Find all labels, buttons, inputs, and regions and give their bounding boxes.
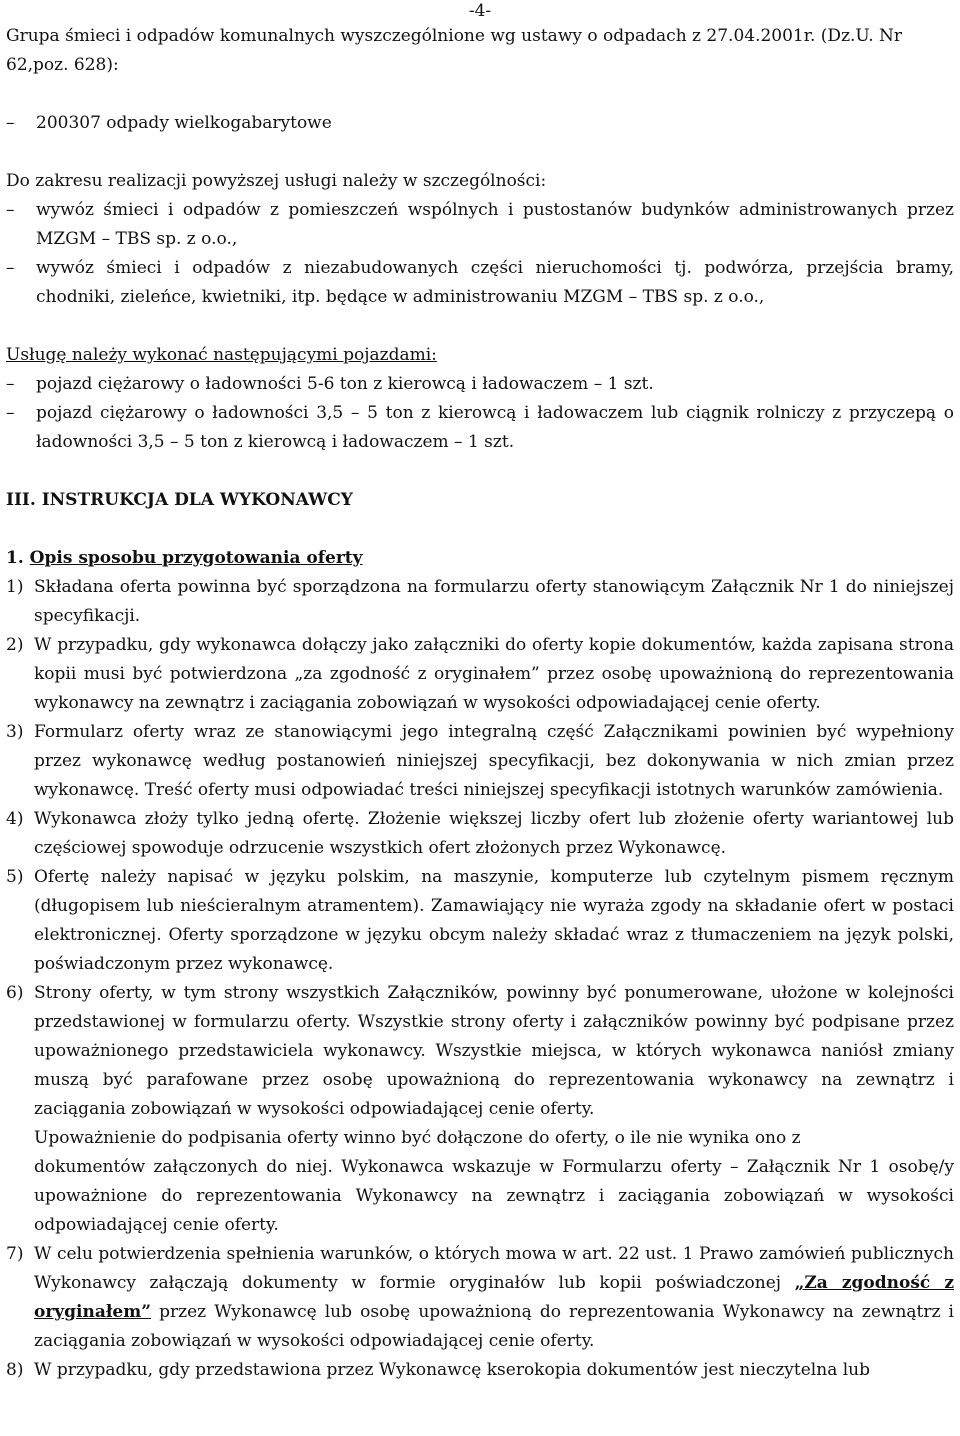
scope-item: – wywóz śmieci i odpadów z pomieszczeń wspólnych i pustostanów budynków administrowanych przez MZGM – TBS sp. z o.o.,	[6, 196, 954, 254]
point-number: 6)	[6, 983, 24, 1003]
point-number: 2)	[6, 635, 24, 655]
numbered-point	[6, 718, 954, 805]
subsection-number: 1.	[6, 548, 24, 568]
scope-item: – wywóz śmieci i odpadów z niezabudowanych części nieruchomości tj. podwórza, przejścia bramy, chodniki, zieleńce, kwietniki, itp. będące w administrowaniu MZGM – TBS sp. z o.o.,	[6, 254, 954, 312]
authorization-line: Upoważnienie do podpisania oferty winno być dołączone do oferty, o ile nie wynika ono z	[34, 1128, 801, 1148]
point-number: 7)	[6, 1244, 24, 1264]
numbered-point	[6, 1356, 954, 1385]
vehicle-item: – pojazd ciężarowy o ładowności 3,5 – 5 ton z kierowcą i ładowaczem lub ciągnik rolniczy z przyczepą o ładowności 3,5 – 5 ton z kierowcą i ładowaczem – 1 szt.	[6, 399, 954, 457]
numbered-point	[6, 863, 954, 979]
point-text-after: przez Wykonawcę lub osobę upoważnioną do reprezentowania Wykonawcy na zewnątrz i zaciągania zobowiązań w wysokości odpowiadającej cenie oferty.	[34, 1302, 954, 1351]
point-number: 8)	[6, 1360, 24, 1380]
numbered-point	[6, 1240, 954, 1356]
point-text: Składana oferta powinna być sporządzona na formularzu oferty stanowiącym Załącznik Nr 1 do niniejszej specyfikacji.	[34, 577, 954, 626]
vehicle-item: – pojazd ciężarowy o ładowności 5-6 ton z kierowcą i ładowaczem – 1 szt.	[6, 370, 954, 399]
page-number: -4-	[468, 1, 492, 21]
numbered-point	[6, 805, 954, 863]
point-number: 5)	[6, 867, 24, 887]
point-text: Ofertę należy napisać w języku polskim, na maszynie, komputerze lub czytelnym pismem ręcznym (długopisem lub nieścieralnym atramentem). Zamawiający nie wyraża zgody na składanie ofert w postaci elektronicznej. Oferty sporządzone w języku obcym należy składać wraz z tłumaczeniem na język polski, poświadczonym przez wykonawcę.	[34, 867, 954, 974]
waste-group-heading: Grupa śmieci i odpadów komunalnych wyszczególnione wg ustawy o odpadach z 27.04.2001r. (Dz.U. Nr 62,poz. 628):	[6, 26, 903, 75]
subsection-title-text: Opis sposobu przygotowania oferty	[29, 548, 363, 568]
point-number: 1)	[6, 577, 24, 597]
point-number: 4)	[6, 809, 24, 829]
authorization-continuation: dokumentów załączonych do niej. Wykonawca wskazuje w Formularzu oferty – Załącznik Nr 1 osobę/y upoważnione do reprezentowania Wykonawcy na zewnątrz i zaciągania zobowiązań w wysokości odpowiadającej cenie oferty.	[34, 1157, 954, 1235]
point-text: Wykonawca złoży tylko jedną ofertę. Złożenie większej liczby ofert lub złożenie oferty wariantowej lub częściowej spowoduje odrzucenie wszystkich ofert złożonych przez Wykonawcę.	[34, 809, 954, 858]
section-title: III. INSTRUKCJA DLA WYKONAWCY	[6, 490, 353, 510]
certified-copy-phrase: „Za zgodność z oryginałem”	[34, 1273, 954, 1322]
vehicles-heading: Usługę należy wykonać następującymi pojazdami:	[6, 345, 437, 365]
waste-code-item: – 200307 odpady wielkogabarytowe	[6, 109, 954, 138]
numbered-point	[6, 979, 954, 1124]
point-text	[34, 1244, 954, 1351]
point-text: Formularz oferty wraz ze stanowiącymi jego integralną część Załącznikami powinien być wypełniony przez wykonawcę według postanowień niniejszej specyfikacji, bez dokonywania w nich zmian przez wykonawcę. Treść oferty musi odpowiadać treści niniejszej specyfikacji istotnych warunków zamówienia.	[34, 722, 954, 800]
point-text: W przypadku, gdy przedstawiona przez Wykonawcę kserokopia dokumentów jest nieczytelna lub	[34, 1360, 870, 1380]
subsection-title	[6, 544, 954, 573]
point-text: W przypadku, gdy wykonawca dołączy jako załączniki do oferty kopie dokumentów, każda zapisana strona kopii musi być potwierdzona „za zgodność z oryginałem” przez osobę upoważnioną do reprezentowania wykonawcy na zewnątrz i zaciągania zobowiązań w wysokości odpowiadającej cenie oferty.	[34, 635, 954, 713]
numbered-point	[6, 631, 954, 718]
point-text: Strony oferty, w tym strony wszystkich Załączników, powinny być ponumerowane, ułożone w kolejności przedstawionej w formularzu oferty. Wszystkie strony oferty i załączników powinny być podpisane przez upoważnionego przedstawiciela wykonawcy. Wszystkie miejsca, w których wykonawca naniósł zmiany muszą być parafowane przez osobę upoważnioną do reprezentowania wykonawcy na zewnątrz i zaciągania zobowiązań w wysokości odpowiadającej cenie oferty.	[34, 983, 954, 1119]
point-number: 3)	[6, 722, 24, 742]
numbered-point	[6, 573, 954, 631]
point-text-before: W celu potwierdzenia spełnienia warunków, o których mowa w art. 22 ust. 1 Prawo zamówień publicznych Wykonawcy załączają dokumenty w formie oryginałów lub kopii poświadczonej	[34, 1244, 954, 1293]
scope-heading: Do zakresu realizacji powyższej usługi należy w szczególności:	[6, 171, 547, 191]
